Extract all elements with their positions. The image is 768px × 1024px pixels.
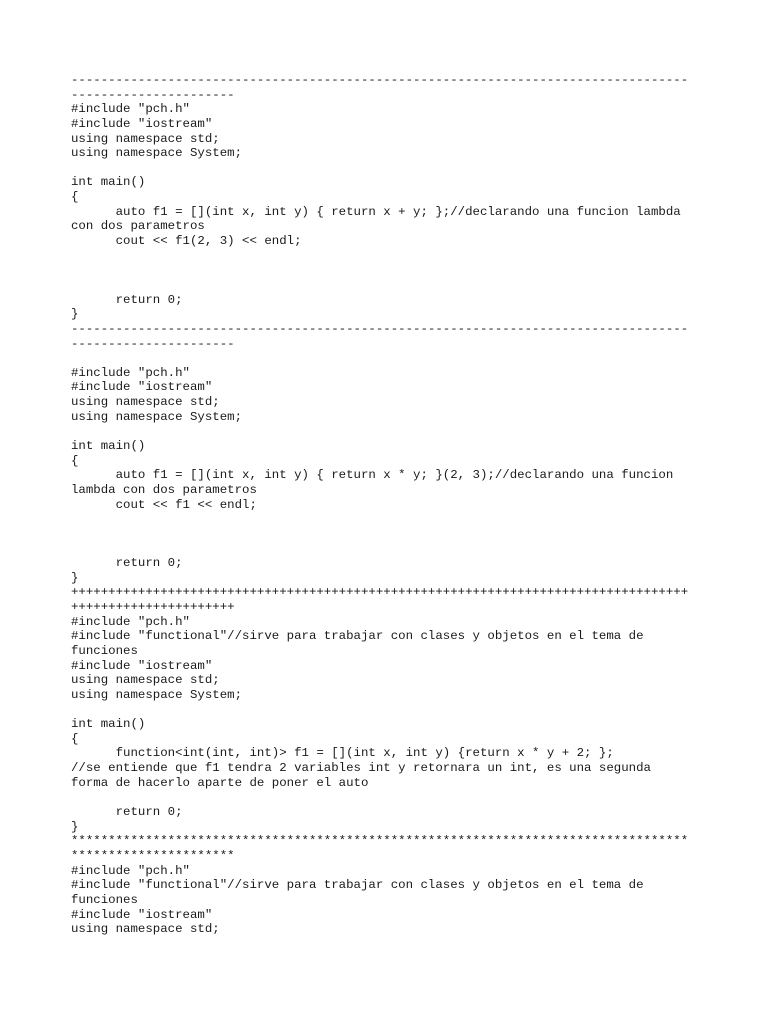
- code-line: con dos parametros: [71, 219, 205, 234]
- code-line: [71, 161, 711, 176]
- code-line: int main(): [71, 439, 146, 454]
- code-line: [71, 542, 711, 557]
- code-line: using namespace std;: [71, 131, 220, 146]
- code-line: [71, 249, 711, 264]
- code-line: [71, 278, 711, 293]
- code-line: ***********************************************************************************: [71, 834, 689, 849]
- code-listing: [71, 73, 711, 937]
- code-line: [71, 424, 711, 439]
- code-line: **********************: [71, 848, 235, 863]
- code-line: return 0;: [71, 556, 183, 571]
- code-line: [71, 527, 711, 542]
- code-line: lambda con dos parametros: [71, 482, 257, 497]
- code-line: auto f1 = [](int x, int y) { return x * y; }(2, 3);//declarando una funcion: [71, 468, 674, 483]
- code-line: using namespace std;: [71, 673, 220, 688]
- code-line: #include "pch.h": [71, 614, 190, 629]
- code-line: funciones: [71, 643, 138, 658]
- code-line: #include "iostream": [71, 116, 213, 131]
- code-line: [71, 512, 711, 527]
- code-line: #include "iostream": [71, 658, 213, 673]
- code-line: int main(): [71, 175, 146, 190]
- code-line: -----------------------------------------------------------------------------------: [71, 73, 689, 87]
- code-line: using namespace System;: [71, 146, 243, 161]
- code-line: cout << f1 << endl;: [71, 497, 257, 512]
- code-line: #include "pch.h": [71, 365, 190, 380]
- code-line: {: [71, 190, 79, 205]
- code-line: }: [71, 819, 79, 834]
- code-line: #include "functional"//sirve para trabajar con clases y objetos en el tema de: [71, 629, 644, 644]
- code-line: //se entiende que f1 tendra 2 variables int y retornara un int, es una segunda: [71, 761, 651, 776]
- code-line: using namespace System;: [71, 409, 243, 424]
- code-line: #include "pch.h": [71, 863, 190, 878]
- code-line: using namespace std;: [71, 395, 220, 410]
- code-line: }: [71, 307, 79, 322]
- code-line: int main(): [71, 717, 146, 732]
- code-line: funciones: [71, 892, 138, 907]
- code-line: }: [71, 570, 79, 585]
- code-line: auto f1 = [](int x, int y) { return x + y; };//declarando una funcion lambda: [71, 204, 681, 219]
- code-line: forma de hacerlo aparte de poner el auto: [71, 775, 369, 790]
- code-line: return 0;: [71, 292, 183, 307]
- code-line: #include "functional"//sirve para trabajar con clases y objetos en el tema de: [71, 878, 644, 893]
- code-line: ++++++++++++++++++++++: [71, 600, 235, 615]
- code-line: [71, 263, 711, 278]
- code-line: using namespace std;: [71, 922, 220, 937]
- code-line: cout << f1(2, 3) << endl;: [71, 234, 302, 249]
- code-line: #include "iostream": [71, 380, 213, 395]
- code-line: [71, 351, 711, 366]
- code-line: -----------------------------------------------------------------------------------: [71, 321, 689, 336]
- code-line: [71, 790, 711, 805]
- code-line: ----------------------: [71, 336, 235, 351]
- code-line: +++++++++++++++++++++++++++++++++++++++++++++++++++++++++++++++++++++++++++++++++++: [71, 585, 689, 600]
- code-line: return 0;: [71, 805, 183, 820]
- code-line: {: [71, 731, 79, 746]
- code-line: function<int(int, int)> f1 = [](int x, int y) {return x * y + 2; };: [71, 746, 614, 761]
- code-line: [71, 703, 711, 718]
- code-line: #include "iostream": [71, 907, 213, 922]
- code-line: using namespace System;: [71, 687, 243, 702]
- code-line: {: [71, 453, 79, 468]
- code-line: #include "pch.h": [71, 102, 190, 117]
- code-line: ----------------------: [71, 87, 235, 102]
